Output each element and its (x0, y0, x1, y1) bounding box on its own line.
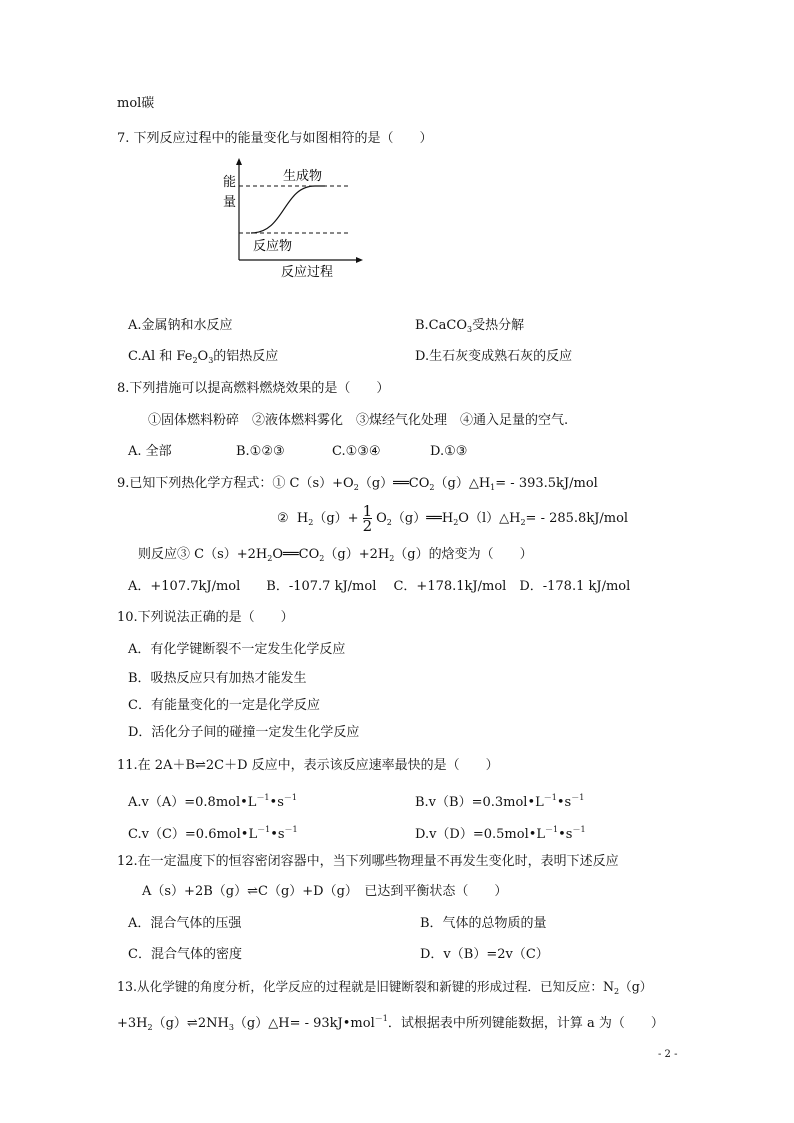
q9-options: A．+107.7kJ/mol B．-107.7 kJ/mol C．+178.1kJ/mol D．-178.1 kJ/mol (128, 579, 631, 594)
energy-curve (251, 186, 325, 233)
q8-stem: 8.下列措施可以提高燃料燃烧效果的是（ ） (117, 381, 390, 396)
q12-stem: 12.在一定温度下的恒容密闭容器中，当下列哪些物理量不再发生变化时，表明下述反应 (117, 854, 619, 869)
q12-option-a: A．混合气体的压强 (128, 916, 242, 931)
q7-option-a: A.金属钠和水反应 (128, 318, 233, 333)
top-fragment: mol碳 (117, 96, 155, 111)
q9-equation-1: 9.已知下列热化学方程式：① $C(s)+O_2(g)══CO_2(g)\triangle H_1= - 393.5kJ/mol$ (117, 476, 598, 492)
q11-option-b: $B.v(B)=0.3mol•L^{-1}•s^{-1}$ (415, 793, 585, 810)
q11-option-d: $D.v(D)=0.5mol•L^{-1}•s^{-1}$ (415, 825, 586, 842)
reactant-label: 反应物 (253, 239, 293, 254)
energy-diagram (215, 158, 375, 280)
q7-option-d: D.生石灰变成熟石灰的反应 (415, 349, 573, 364)
x-axis-arrow (356, 257, 363, 263)
q9-equation-2: ② $H_2(g)+$ $\frac{1}{2}$ $O_2(g)══H_2O(l)\triangle H_2= - 285.8kJ/mol$ (277, 502, 629, 535)
q8-option-b: B.①②③ (236, 444, 285, 459)
q7-option-c: C.Al 和 $Fe_2O_3$的铝热反应 (128, 349, 279, 365)
q10-option-c: C．有能量变化的一定是化学反应 (128, 698, 320, 713)
product-label: 生成物 (283, 169, 323, 184)
q8-option-d: D.①③ (430, 444, 468, 459)
page-number: - 2 - (658, 1049, 678, 1060)
q12-option-b: B．气体的总物质的量 (420, 916, 547, 931)
q8-items: ①固体燃料粉碎 ②液体燃料雾化 ③煤经气化处理 ④通入足量的空气. (148, 413, 569, 428)
q8-option-c: C.①③④ (332, 444, 381, 459)
q13-line-1: 13.从化学键的角度分析，化学反应的过程就是旧键断裂和新键的形成过程．已知反应：$N_2(g)$ (117, 979, 653, 996)
q11-option-a: $A.v(A)=0.8mol•L^{-1}•s^{-1}$ (128, 793, 297, 810)
y-axis-label-2: 量 (223, 195, 237, 210)
q10-option-d: D．活化分子间的碰撞一定发生化学反应 (128, 725, 360, 740)
q13-line-2: $+3H_2(g)\rightleftharpoons 2NH_3(g)\triangle H=$ - 93kJ•mol$^{-1}$．试根据表中所列键能数据，计算 a 为（ ） (117, 1014, 664, 1032)
q11-stem: 11.在 2A＋B⇌2C＋D 反应中，表示该反应速率最快的是（ ） (117, 758, 499, 773)
q10-option-b: B．吸热反应只有加热才能发生 (128, 671, 307, 686)
q10-option-a: A．有化学键断裂不一定发生化学反应 (128, 642, 346, 657)
x-axis-label: 反应过程 (281, 265, 334, 280)
q11-option-c: $C.v(C)=0.6mol•L^{-1}•s^{-1}$ (128, 825, 298, 842)
y-axis-arrow (236, 158, 242, 165)
fraction-one-half: $\frac{1}{2}$ (362, 502, 373, 535)
q12-reaction: A（s）+2B（g）⇌C（g）+D（g） 已达到平衡状态（ ） (142, 884, 508, 899)
q8-option-a: A. 全部 (128, 444, 172, 459)
q12-option-c: C．混合气体的密度 (128, 947, 242, 962)
q7-option-b: B.CaCO$_3$受热分解 (415, 318, 525, 334)
y-axis-label-1: 能 (223, 175, 237, 190)
q9-question: 则反应③ $C(s)+2H_2O══CO_2(g)+2H_2(g)$的焓变为（ ） (138, 547, 533, 563)
q10-stem: 10.下列说法正确的是（ ） (117, 610, 294, 625)
q12-option-d: D．v（B）=2v（C） (420, 947, 549, 962)
q7-stem: 7. 下列反应过程中的能量变化与如图相符的是（ ） (117, 131, 433, 146)
